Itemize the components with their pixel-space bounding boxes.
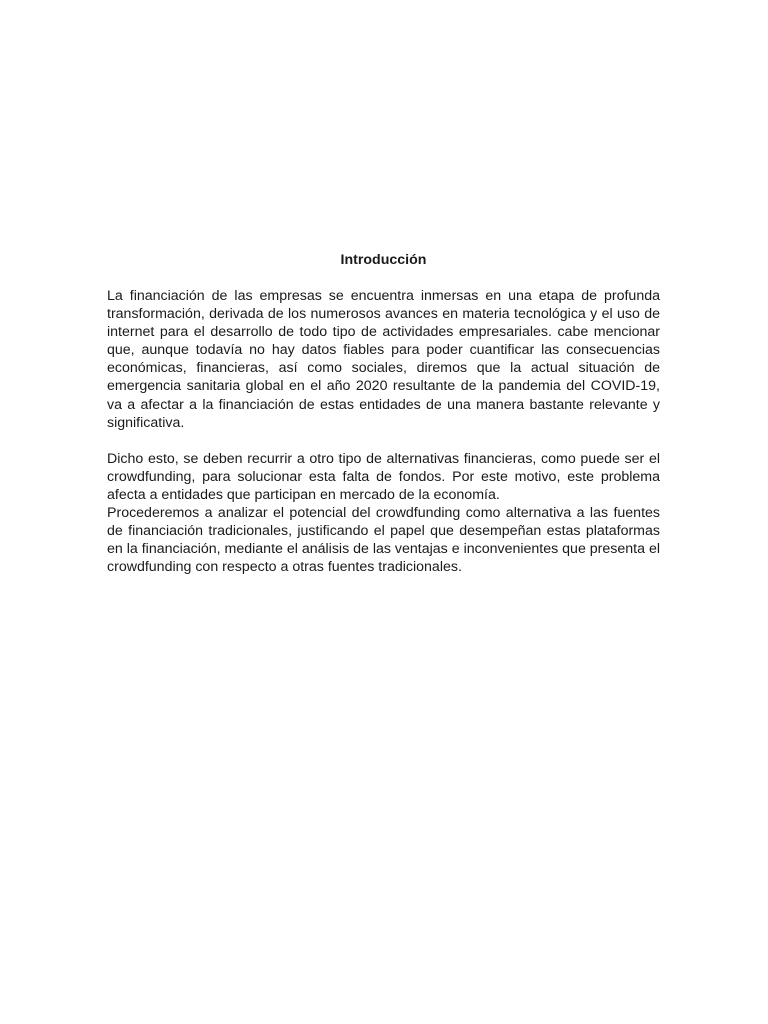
- paragraph-1: La financiación de las empresas se encuentra inmersas en una etapa de profunda transformación, derivada de los numerosos avances en materia tecnológica y el uso de internet para el desarrollo de todo tipo de actividades empresariales. cabe mencionar que, aunque todavía no hay datos fiables para poder cuantificar las consecuencias económicas, financieras, así como sociales, diremos que la actual situación de emergencia sanitaria global en el año 2020 resultante de la pandemia del COVID-19, va a afectar a la financiación de estas entidades de una manera bastante relevante y significativa.: [107, 288, 660, 431]
- paragraph-2: Dicho esto, se deben recurrir a otro tipo de alternativas financieras, como puede ser el crowdfunding, para solucionar esta falta de fondos. Por este motivo, este problema afecta a entidades que participan en mercado de la economía.: [107, 450, 660, 503]
- document-title: Introducción: [340, 252, 427, 268]
- document-body: [107, 250, 660, 576]
- paragraph-3: Procederemos a analizar el potencial del crowdfunding como alternativa a las fuentes de financiación tradicionales, justificando el papel que desempeñan estas plataformas en la financiación, mediante el análisis de las ventajas e inconvenientes que presenta el crowdfunding con respecto a otras fuentes tradicionales.: [107, 505, 660, 576]
